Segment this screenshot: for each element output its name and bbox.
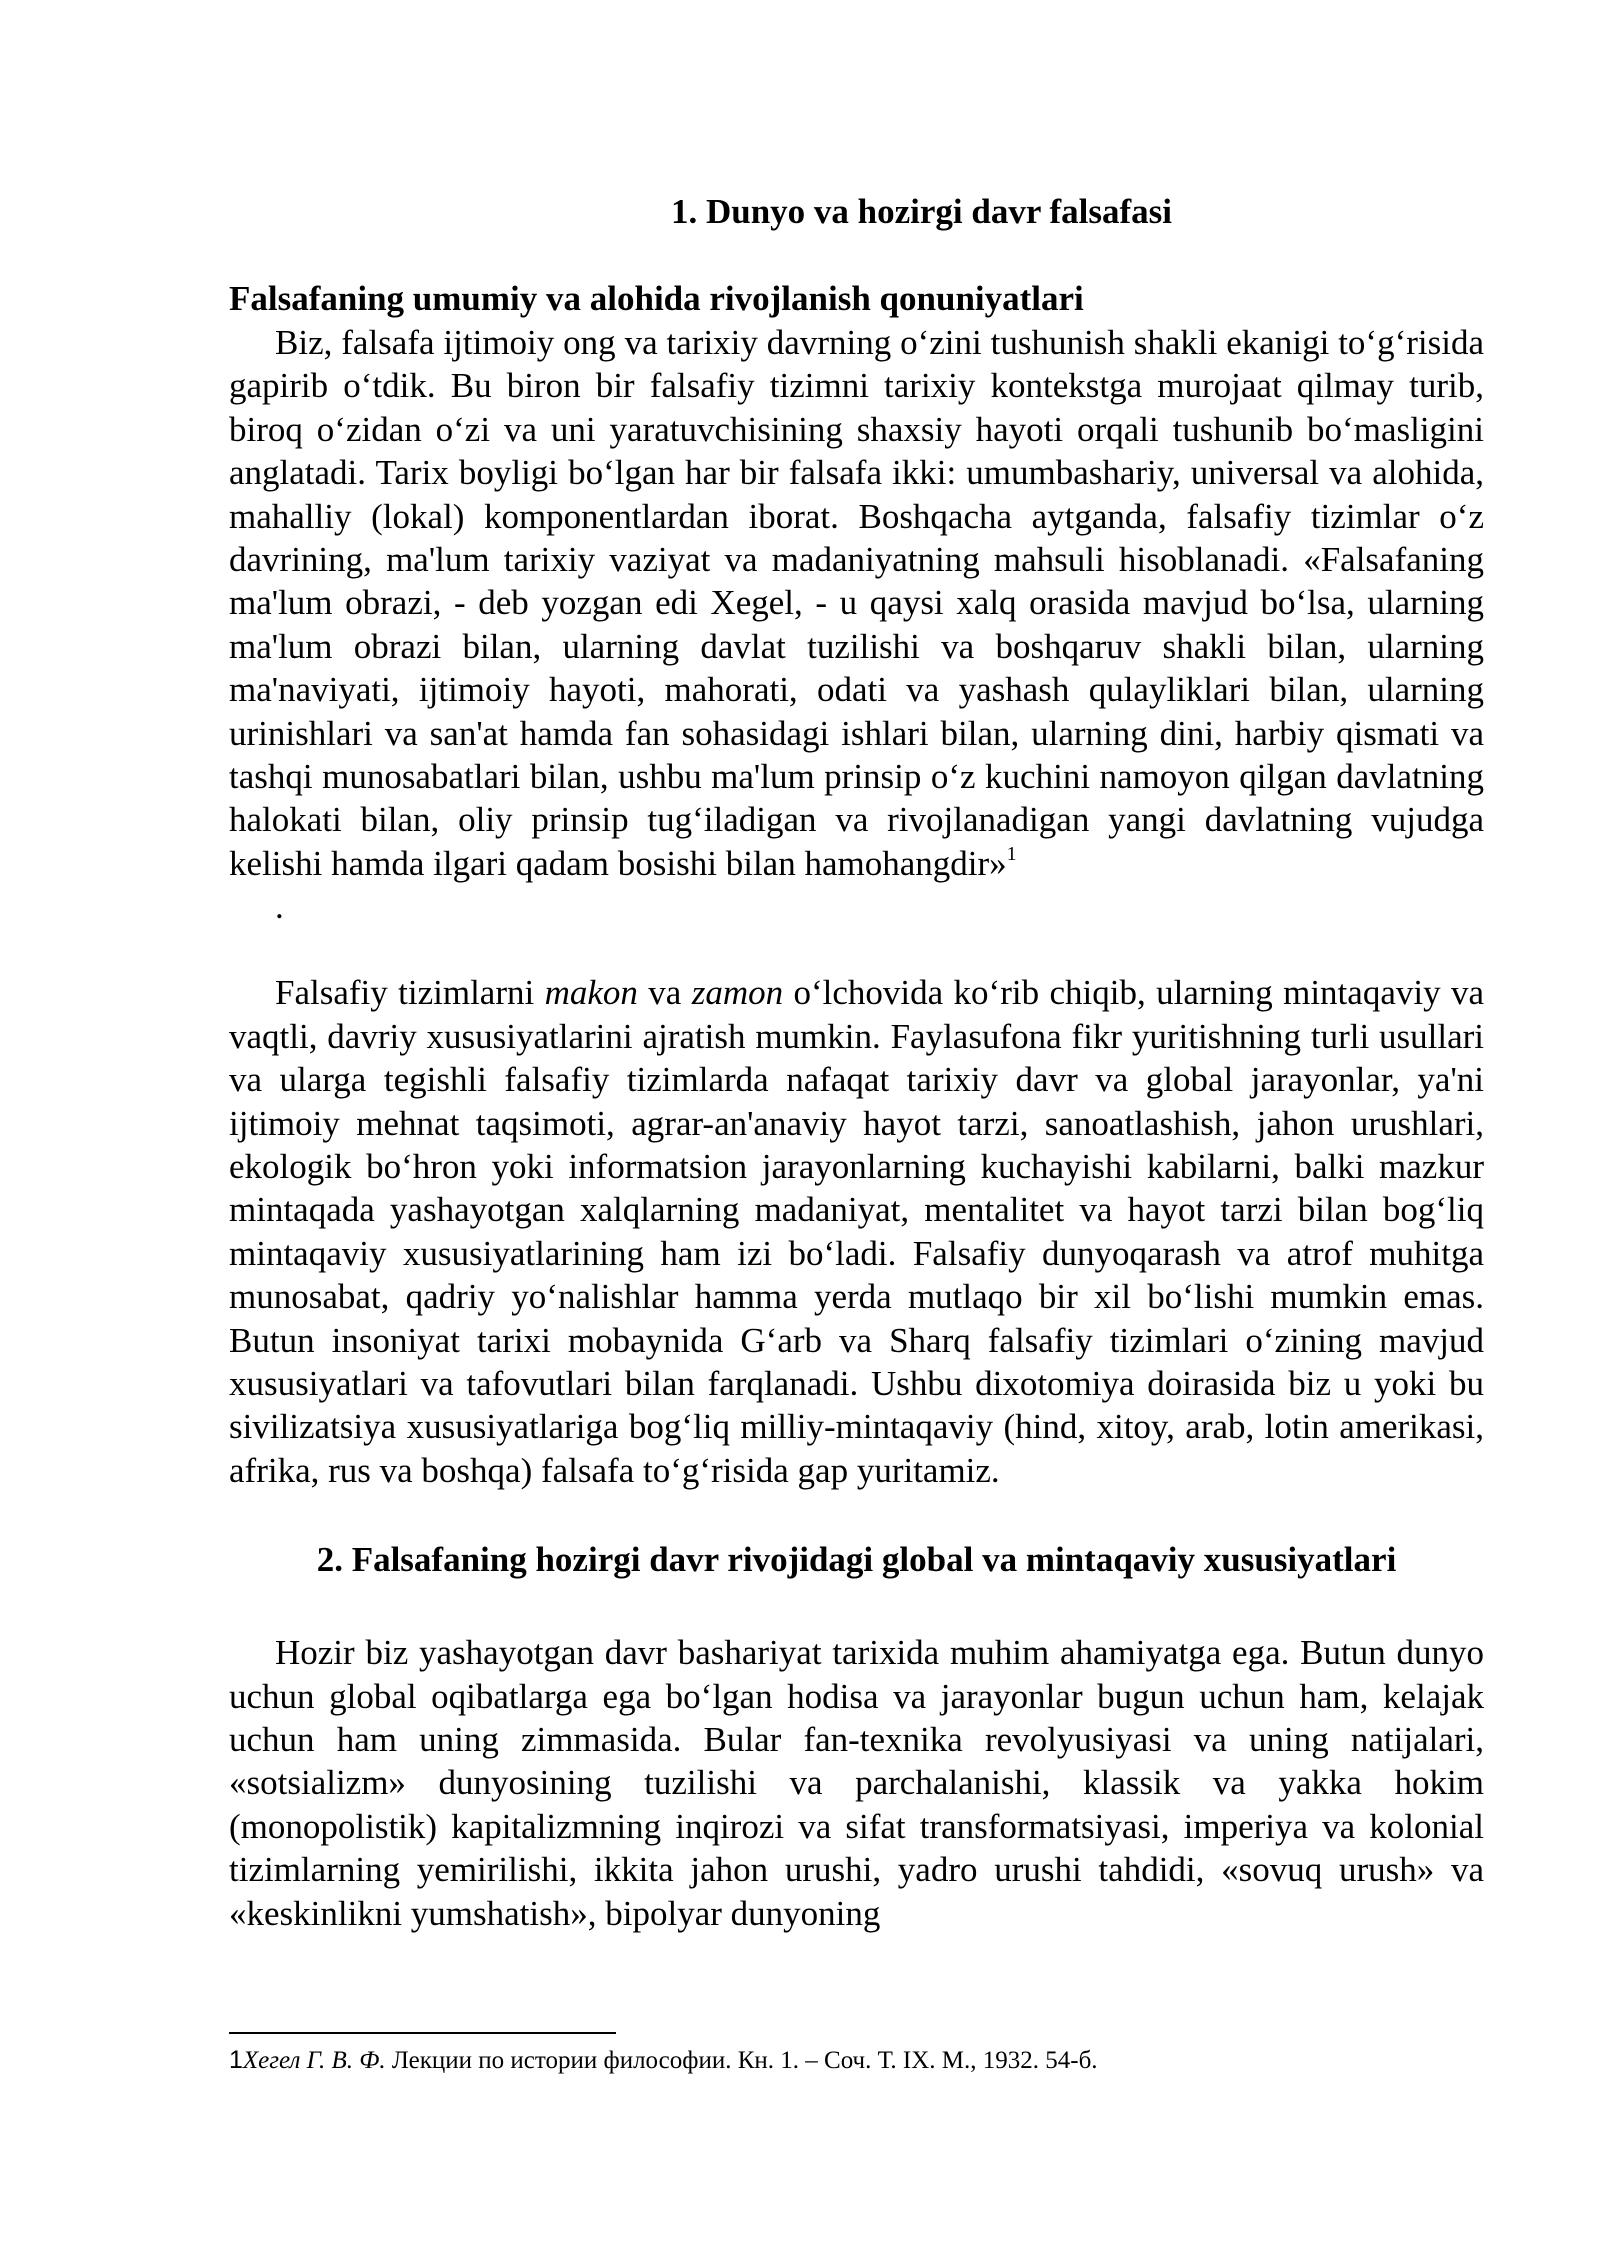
emphasis-zamon: zamon: [691, 973, 784, 1013]
footnote: [229, 2044, 1484, 2077]
footnote-reference[interactable]: 1: [1006, 842, 1017, 865]
section-title-1: 1. Dunyo va hozirgi davr falsafasi: [670, 192, 1173, 231]
emphasis-makon: makon: [544, 973, 638, 1013]
paragraph-2-rest: o‘lchovida ko‘rib chiqib, ularning mintaqaviy va vaqtli, davriy xususiyatlarini ajratish mumkin. Faylasufona fikr yuritishning turli usullari va ularga tegishli falsafiy tizimlarda nafaqat tarixiy davr va global jarayonlar, ya'ni ijtimoiy mehnat taqsimoti, agrar-an'anaviy hayot tarzi, sanoatlashish, jahon urushlari, ekologik bo‘hron yoki informatsion jarayonlarning kuchayishi kabilarni, balki mazkur mintaqada yashayotgan xalqlarning madaniyat, mentalitet va hayot tarzi bilan bog‘liq mintaqaviy xususiyatlarining ham izi bo‘ladi. Falsafiy dunyoqarash va atrof muhitga munosabat, qadriy yo‘nalishlar hamma yerda mutlaqo bir xil bo‘lishi mumkin emas. Butun insoniyat tarixi mobaynida G‘arb va Sharq falsafiy tizimlari o‘zining mavjud xususiyatlari va tafovutlari bilan farqlanadi. Ushbu dixotomiya doirasida biz u yoki bu sivilizatsiya xususiyatlariga bog‘liq milliy-mintaqaviy (hind, xitoy, arab, lotin amerikasi, afrika, rus va boshqa) falsafa to‘g‘risida gap yuritamiz.: [229, 973, 1484, 1490]
footnote-author: Хегел Г. В. Ф.: [242, 2047, 386, 2074]
paragraph-2-mid: va: [637, 973, 692, 1013]
stray-dot: .: [275, 887, 284, 927]
paragraph-1-text: Biz, falsafa ijtimoiy ong va tarixiy davrning o‘zini tushunish shakli ekanigi to‘g‘risida gapirib o‘tdik. Bu biron bir falsafiy tizimni tarixiy kontekstga murojaat qilmay turib, biroq o‘zidan o‘zi va uni yaratuvchisining shaxsiy hayoti orqali tushunib bo‘masligini anglatadi. Tarix boyligi bo‘lgan har bir falsafa ikki: umumbashariy, universal va alohida, mahalliy (lokal) komponentlardan iborat. Boshqacha aytganda, falsafiy tizimlar o‘z davrining, ma'lum tarixiy vaziyat va madaniyatning mahsuli hisoblanadi. «Falsafaning ma'lum obrazi, - deb yozgan edi Xegel, - u qaysi xalq orasida mavjud bo‘lsa, ularning ma'lum obrazi bilan, ularning davlat tuzilishi va boshqaruv shakli bilan, ularning ma'naviyati, ijtimoiy hayoti, mahorati, odati va yashash qulayliklari bilan, ularning urinishlari va san'at hamda fan sohasidagi ishlari bilan, ularning dini, harbiy qismati va tashqi munosabatlari bilan, ushbu ma'lum prinsip o‘z kuchini namoyon qilgan davlatning halokati bilan, oliy prinsip tug‘iladigan va rivojlanadigan yangi davlatning vujudga kelishi hamda ilgari qadam bosishi bilan hamohangdir»: [229, 323, 1484, 883]
section-title-2: 2. Falsafaning hozirgi davr rivojidagi global va mintaqaviy xususiyatlari: [316, 1540, 1397, 1580]
paragraph-2: [229, 971, 1484, 1492]
footnote-number: 1: [229, 2046, 243, 2074]
paragraph-1: [229, 321, 1484, 885]
footnote-text: Лекции по истории философии. Кн. 1. – Соч. Т. IX. М., 1932. 54-б.: [385, 2047, 1098, 2074]
document-page: [229, 190, 1484, 1935]
footnote-separator: [229, 2032, 616, 2034]
paragraph-3: Hozir biz yashayotgan davr bashariyat tarixida muhim ahamiyatga ega. Butun dunyo uchun global oqibatlarga ega bo‘lgan hodisa va jarayonlar bugun uchun ham, kelajak uchun ham uning zimmasida. Bular fan-texnika revolyusiyasi va uning natijalari, «sotsializm» dunyosining tuzilishi va parchalanishi, klassik va yakka hokim (monopolistik) kapitalizmning inqirozi va sifat transformatsiyasi, imperiya va kolonial tizimlarning yemirilishi, ikkita jahon urushi, yadro urushi tahdidi, «sovuq urush» va «keskinlikni yumshatish», bipolyar dunyoning: [229, 1633, 1484, 1933]
paragraph-2-start: Falsafiy tizimlarni: [275, 973, 545, 1013]
subheading: Falsafaning umumiy va alohida rivojlanish qonuniyatlari: [229, 279, 1084, 318]
